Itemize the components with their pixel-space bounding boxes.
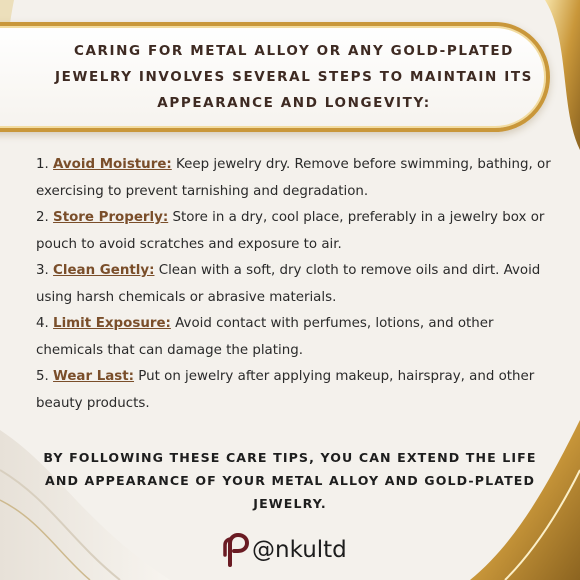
brand-signature: [222, 532, 347, 568]
list-item: [36, 152, 551, 205]
tip-number: 5.: [36, 369, 49, 384]
list-item: [36, 311, 551, 364]
list-item: [36, 258, 551, 311]
care-tips-list: [36, 152, 551, 417]
tip-label: Clean Gently:: [53, 263, 155, 278]
list-item: [36, 205, 551, 258]
tip-text: Keep jewelry dry. Remove before swimming, bathing, or exercising to prevent tarnishing and degradation.: [36, 157, 551, 199]
tip-number: 2.: [36, 210, 49, 225]
list-item: [36, 364, 551, 417]
tip-label: Store Properly:: [53, 210, 169, 225]
tip-text: Put on jewelry after applying makeup, hairspray, and other beauty products.: [36, 369, 535, 411]
page-title: CARING FOR METAL ALLOY OR ANY GOLD-PLATED JEWELRY INVOLVES SEVERAL STEPS TO MAINTAIN ITS APPEARANCE AND LONGEVITY:: [55, 43, 533, 111]
tip-label: Limit Exposure:: [53, 316, 171, 331]
tip-number: 1.: [36, 157, 49, 172]
poshmark-p-logo-icon: [222, 533, 250, 567]
tip-number: 4.: [36, 316, 49, 331]
tip-label: Avoid Moisture:: [53, 157, 172, 172]
closing-statement: BY FOLLOWING THESE CARE TIPS, YOU CAN EXTEND THE LIFE AND APPEARANCE OF YOUR METAL ALLOY AND GOLD-PLATED JEWELRY.: [43, 450, 537, 511]
tip-text: Clean with a soft, dry cloth to remove oils and dirt. Avoid using harsh chemicals or abrasive materials.: [36, 263, 541, 305]
tip-text: Store in a dry, cool place, preferably in a jewelry box or pouch to avoid scratches and exposure to air.: [36, 210, 545, 252]
tip-number: 3.: [36, 263, 49, 278]
tip-label: Wear Last:: [53, 369, 135, 384]
tip-text: Avoid contact with perfumes, lotions, and other chemicals that can damage the plating.: [36, 316, 494, 358]
brand-handle: @nkultd: [252, 537, 347, 563]
